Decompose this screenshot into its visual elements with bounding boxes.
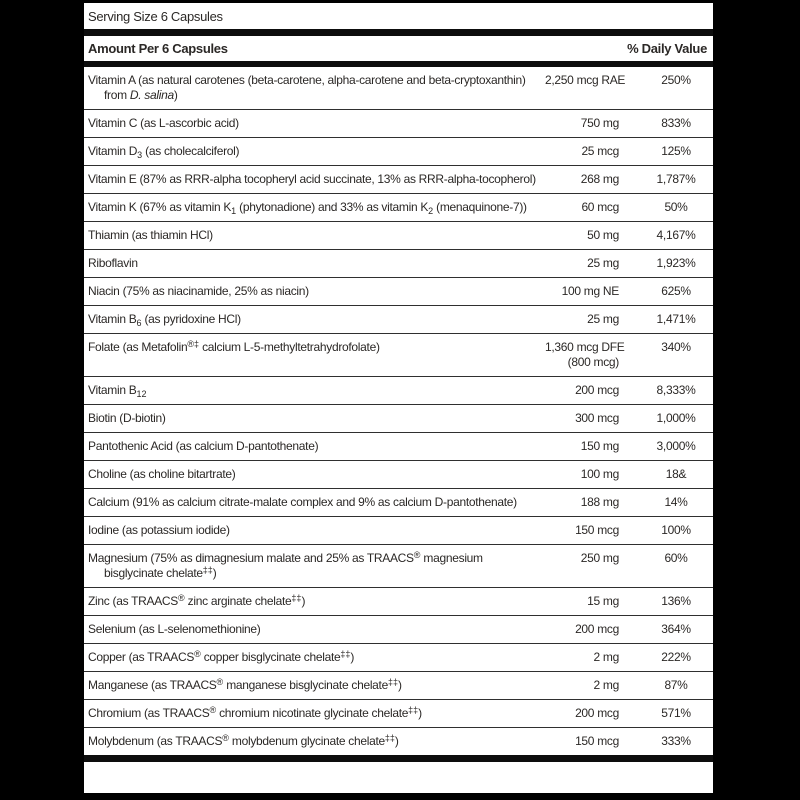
nutrient-row <box>84 138 713 166</box>
nutrient-name: Vitamin $B_6$ (as pyridoxine HCl) <box>88 312 241 328</box>
divider-thick-top <box>84 29 713 36</box>
nutrient-name: Biotin (D-biotin) <box>88 411 166 425</box>
divider-thick-bottom <box>84 755 713 762</box>
nutrient-name: Zinc (as TRAACS® zinc arginate chelate‡‡) <box>88 593 306 608</box>
nutrient-daily-value: 1,923% <box>656 256 696 270</box>
nutrient-row <box>84 588 713 616</box>
nutrient-daily-value: 1,787% <box>656 172 696 186</box>
nutrient-row <box>84 700 713 728</box>
nutrient-amount: 750 mg <box>580 116 619 130</box>
nutrient-row <box>84 278 713 306</box>
nutrient-daily-value: 340% <box>661 340 691 354</box>
nutrient-daily-value: 136% <box>661 594 691 608</box>
nutrient-daily-value: 222% <box>661 650 691 664</box>
nutrients-table <box>84 67 713 755</box>
nutrient-daily-value: 333% <box>661 734 691 748</box>
nutrient-row <box>84 672 713 700</box>
nutrient-daily-value: 833% <box>661 116 691 130</box>
nutrient-daily-value: 571% <box>661 706 691 720</box>
nutrient-name: Manganese (as TRAACS® manganese bisglycinate chelate‡‡) <box>88 677 402 692</box>
nutrient-daily-value: 100% <box>661 523 691 537</box>
nutrient-amount: 268 mg <box>580 172 619 186</box>
nutrient-amount: 25 mg <box>587 312 619 326</box>
nutrient-amount: 50 mg <box>587 228 619 242</box>
nutrient-amount: 150 mg <box>580 439 619 453</box>
serving-size-text: Serving Size 6 Capsules <box>88 9 223 24</box>
nutrient-daily-value: 250% <box>661 73 691 87</box>
nutrient-amount: 200 mcg <box>575 706 619 720</box>
nutrient-daily-value: 18& <box>665 467 687 481</box>
nutrient-daily-value: 625% <box>661 284 691 298</box>
nutrient-amount: 60 mcg <box>581 200 619 214</box>
nutrient-row <box>84 728 713 756</box>
table-header <box>84 36 713 61</box>
nutrient-amount: 15 mg <box>587 594 619 608</box>
nutrient-name: Pantothenic Acid (as calcium D-pantothenate) <box>88 439 319 453</box>
nutrient-name: Thiamin (as thiamin HCl) <box>88 228 213 242</box>
nutrient-daily-value: 4,167% <box>656 228 696 242</box>
nutrient-amount: 200 mcg <box>575 383 619 397</box>
nutrient-row <box>84 334 713 377</box>
nutrient-row <box>84 222 713 250</box>
nutrient-name: Choline (as choline bitartrate) <box>88 467 236 481</box>
nutrient-row <box>84 166 713 194</box>
nutrient-amount: 25 mg <box>587 256 619 270</box>
nutrient-amount: 150 mcg <box>575 734 619 748</box>
facts-panel <box>84 3 713 793</box>
nutrient-row <box>84 433 713 461</box>
nutrient-amount: 1,360 mcg DFE (800 mcg) <box>545 340 625 369</box>
nutrient-daily-value: 87% <box>664 678 688 692</box>
nutrient-name: Vitamin K (67% as vitamin $K_1$ (phytonadione) and 33% as vitamin $K_2$ (menaquinone-7)) <box>88 200 527 216</box>
nutrient-row <box>84 616 713 644</box>
nutrient-daily-value: 3,000% <box>656 439 696 453</box>
nutrient-row <box>84 377 713 405</box>
nutrient-amount: 100 mg NE <box>561 284 619 298</box>
nutrient-row <box>84 644 713 672</box>
nutrient-row <box>84 110 713 138</box>
nutrient-amount: 300 mcg <box>575 411 619 425</box>
nutrient-amount: 25 mcg <box>581 144 619 158</box>
nutrient-daily-value: 364% <box>661 622 691 636</box>
nutrient-daily-value: 50% <box>664 200 688 214</box>
nutrient-daily-value: 8,333% <box>656 383 696 397</box>
nutrient-row <box>84 67 713 110</box>
nutrient-row <box>84 545 713 588</box>
nutrient-name: Folate (as Metafolin®‡ calcium L-5-methyltetrahydrofolate) <box>88 339 380 354</box>
nutrient-name: Calcium (91% as calcium citrate-malate complex and 9% as calcium D-pantothenate) <box>88 495 517 509</box>
nutrient-row <box>84 461 713 489</box>
nutrient-amount: 150 mcg <box>575 523 619 537</box>
nutrient-row <box>84 517 713 545</box>
nutrient-daily-value: 14% <box>664 495 688 509</box>
nutrient-amount: 250 mg <box>580 551 619 565</box>
nutrient-name: Niacin (75% as niacinamide, 25% as niacin) <box>88 284 309 298</box>
nutrient-daily-value: 1,000% <box>656 411 696 425</box>
nutrient-name: Riboflavin <box>88 256 138 270</box>
nutrient-row <box>84 405 713 433</box>
amount-per-header: Amount Per 6 Capsules <box>88 41 228 56</box>
nutrient-name: Vitamin $B_{12}$ <box>88 383 147 399</box>
nutrient-name: Iodine (as potassium iodide) <box>88 523 230 537</box>
nutrient-name: Molybdenum (as TRAACS® molybdenum glycinate chelate‡‡) <box>88 733 399 748</box>
nutrient-name: Selenium (as L-selenomethionine) <box>88 622 261 636</box>
nutrient-row <box>84 194 713 222</box>
nutrient-name: Copper (as TRAACS® copper bisglycinate chelate‡‡) <box>88 649 355 664</box>
nutrient-daily-value: 60% <box>664 551 688 565</box>
nutrient-name: Magnesium (75% as dimagnesium malate and 25% as TRAACS® magnesium bisglycinate chelate‡‡) <box>88 550 483 580</box>
nutrient-amount: 100 mg <box>580 467 619 481</box>
nutrient-daily-value: 125% <box>661 144 691 158</box>
nutrient-amount: 200 mcg <box>575 622 619 636</box>
nutrient-daily-value: 1,471% <box>656 312 696 326</box>
nutrient-name: Vitamin C (as L-ascorbic acid) <box>88 116 239 130</box>
nutrient-name: Vitamin A (as natural carotenes (beta-carotene, alpha-carotene and beta-cryptoxanthin) from D. salina) <box>88 73 526 102</box>
daily-value-header: % Daily Value <box>627 41 707 56</box>
nutrient-name: Vitamin $D_3$ (as cholecalciferol) <box>88 144 240 160</box>
nutrient-amount: 2 mg <box>593 678 619 692</box>
nutrient-amount: 2,250 mcg RAE <box>545 73 626 87</box>
nutrient-name: Chromium (as TRAACS® chromium nicotinate glycinate chelate‡‡) <box>88 705 422 720</box>
nutrient-amount: 2 mg <box>593 650 619 664</box>
nutrient-name: Vitamin E (87% as RRR-alpha tocopheryl acid succinate, 13% as RRR-alpha-tocopherol) <box>88 172 536 186</box>
nutrient-amount: 188 mg <box>580 495 619 509</box>
nutrient-row <box>84 250 713 278</box>
nutrient-row <box>84 306 713 334</box>
nutrient-row <box>84 489 713 517</box>
